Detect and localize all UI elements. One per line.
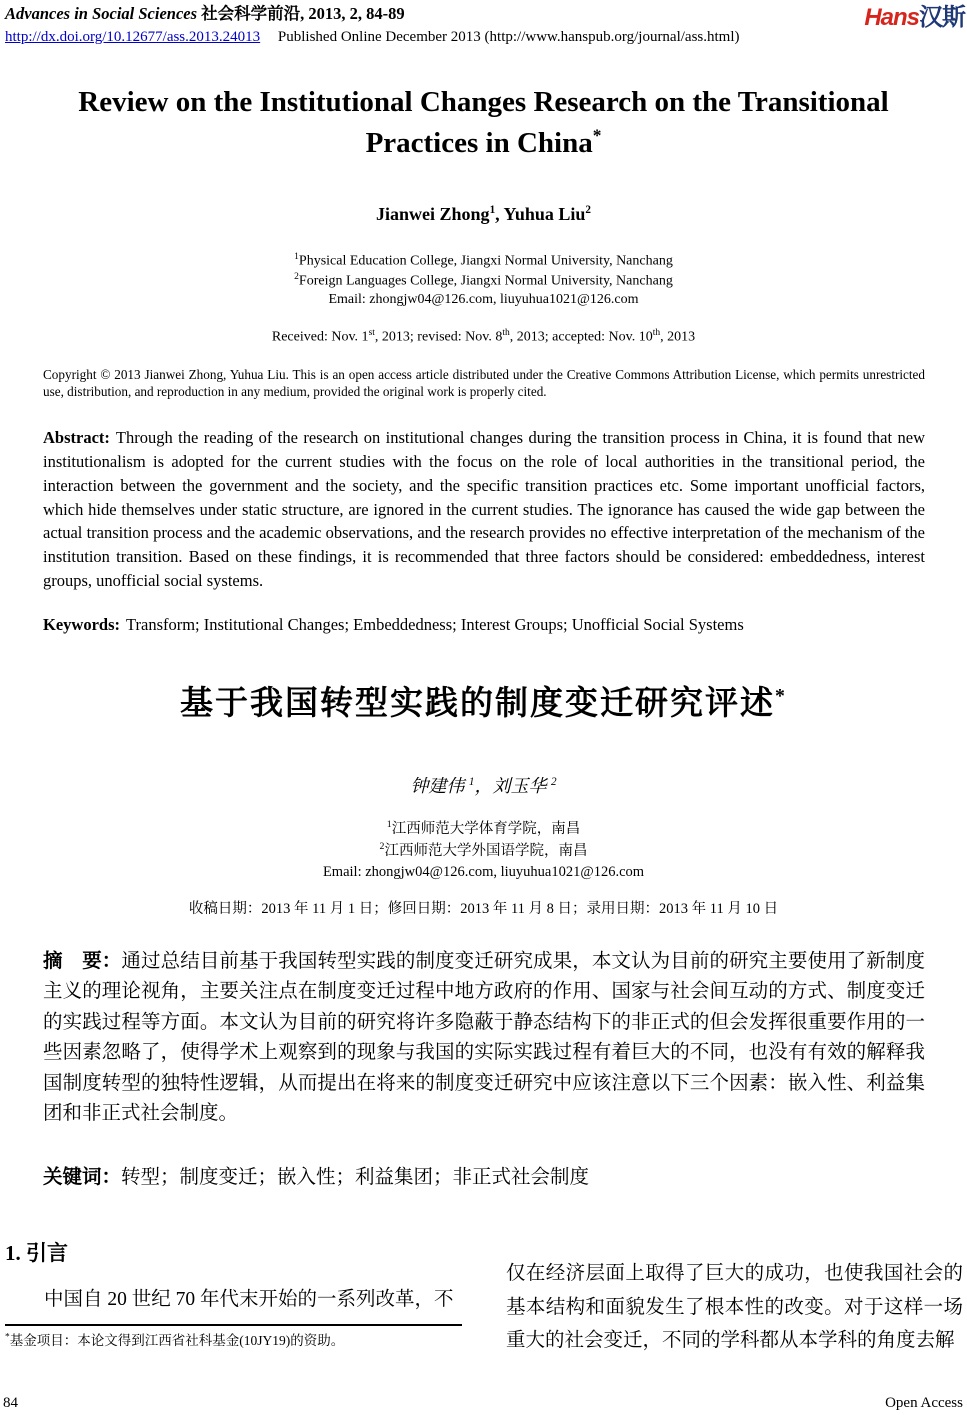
received-dates-en [0, 328, 967, 346]
affiliation-1-cn-text: 江西师范大学体育学院，南昌 [391, 821, 581, 838]
left-column [5, 1237, 462, 1356]
hans-logo-cn: 汉斯 [919, 4, 965, 31]
abstract-text-en: Through the reading of the research on institutional changes during the transition process in China, it is found that new institutionalism is adopted for the current studies with the focus on the role of local authorities in the transitional period, the interaction between the government and the society, and the specific transition practices etc. Some important unofficial factors, which hide themselves under static structure, are ignored in the current studies. The ignorance has caused the wide gap between the actual transition process and the academic observations, and the research provides no effective interpretation of the mechanism of the institution transition. Based on these findings, it is recommended that three factors should be considered: embeddedness, interest groups, unofficial social systems. [43, 427, 925, 591]
affiliation-1-mark: 1 [294, 251, 299, 262]
paper-title-en-text: Review on the Institutional Changes Research on the Transitional Practices in China [78, 86, 889, 159]
title-cn-footnote-mark: * [775, 685, 787, 708]
author-2-en: Yuhua Liu [503, 203, 586, 224]
section-1-heading [5, 1237, 462, 1267]
page-number: 84 [3, 1395, 18, 1411]
journal-title-cn: 社会科学前沿, 2013, 2, 84-89 [201, 4, 405, 23]
keywords-text-en: Transform; Institutional Changes; Embeddedness; Interest Groups; Unofficial Social Systems [126, 615, 744, 635]
affiliation-1-cn [0, 818, 967, 840]
keywords-label-cn: 关键词： [43, 1166, 122, 1189]
title-footnote-mark: * [592, 125, 602, 146]
footnote-text [5, 1329, 462, 1349]
footnote-divider [5, 1324, 462, 1326]
affiliation-2-en [0, 271, 967, 291]
author-2-affil-mark: 2 [585, 203, 591, 216]
abstract-cn [43, 946, 925, 1129]
keywords-label-en: Keywords: [43, 615, 120, 635]
author-2-cn-mark: 2 [551, 776, 557, 789]
hans-logo-latin: Hans [864, 4, 919, 31]
ordinal-sup: st [368, 328, 375, 339]
journal-title-en: Advances in Social Sciences [5, 4, 198, 23]
authors-cn-separator: ， [474, 776, 493, 797]
doi-link[interactable]: http://dx.doi.org/10.12677/ass.2013.24013 [5, 28, 261, 45]
abstract-label-en: Abstract: [43, 427, 110, 447]
affiliation-2-mark: 2 [294, 271, 299, 282]
affiliation-2-cn [0, 840, 967, 862]
journal-header [0, 0, 967, 46]
keywords-en [43, 615, 925, 635]
paper-title-cn [0, 677, 967, 724]
page-footer [0, 1395, 967, 1412]
authors-en [0, 204, 967, 225]
doi-line [5, 28, 740, 47]
author-1-cn-mark: 1 [468, 776, 475, 789]
author-2-cn: 刘玉华 [492, 776, 547, 797]
keywords-cn [43, 1161, 925, 1189]
right-column [506, 1257, 963, 1356]
received-dates-cn: 收稿日期：2013 年 11 月 1 日；修回日期：2013 年 11 月 8 日；录用日期：2013 年 11 月 10 日 [188, 900, 779, 917]
funding-footnote [5, 1324, 462, 1349]
section-1-title: 引言 [26, 1242, 68, 1266]
received-part: , 2013 [660, 329, 696, 345]
affiliation-2-cn-text: 江西师范大学外国语学院，南昌 [384, 842, 588, 859]
received-part: Received: Nov. 1 [271, 329, 369, 345]
published-info: Published Online December 2013 (http://www.hanspub.org/journal/ass.html) [277, 28, 740, 45]
author-1-cn: 钟建伟 [410, 776, 465, 797]
paper-title-cn-text: 基于我国转型实践的制度变迁研究评述 [180, 686, 776, 723]
section-1-number: 1. [5, 1241, 26, 1266]
section-1-paragraph-left: 中国自 20 世纪 70 年代末开始的一系列改革，不 [44, 1289, 454, 1311]
affiliations-en [0, 251, 967, 310]
email-line-cn: Email: zhongjw04@126.com, liuyuhua1021@126.com [322, 863, 645, 880]
author-1-affil-mark: 1 [489, 203, 496, 216]
hans-logo [864, 4, 965, 30]
abstract-en [43, 426, 925, 593]
copyright-notice: Copyright © 2013 Jianwei Zhong, Yuhua Liu. This is an open access article distributed under the Creative Commons Attribution License, which permits unrestricted use, distribution, and reproduction in any medium, provided the original work is properly cited. [43, 366, 925, 400]
paper-title-en [60, 82, 907, 163]
section-1-paragraph-right: 仅在经济层面上取得了巨大的成功，也使我国社会的基本结构和面貌发生了根本性的改变。对于这样一场重大的社会变迁，不同的学科都从本学科的角度去解 [506, 1263, 963, 1351]
journal-title-line [5, 4, 740, 25]
affiliation-2-text: Foreign Languages College, Jiangxi Normal University, Nanchang [298, 273, 673, 289]
abstract-label-cn: 摘 要： [43, 949, 122, 972]
ordinal-sup: th [502, 328, 510, 339]
authors-cn [0, 772, 967, 798]
received-part: , 2013; revised: Nov. 8 [374, 329, 503, 345]
email-line-en: Email: zhongjw04@126.com, liuyuhua1021@126.com [328, 291, 639, 307]
affiliation-2-cn-mark: 2 [379, 841, 385, 853]
author-1-en: Jianwei Zhong [376, 203, 490, 224]
keywords-text-cn: 转型；制度变迁；嵌入性；利益集团；非正式社会制度 [121, 1167, 590, 1189]
footnote-mark: * [5, 1332, 10, 1343]
journal-header-info [5, 4, 740, 46]
affiliations-cn [0, 818, 967, 883]
authors-separator: , [495, 203, 504, 224]
body-columns [5, 1237, 963, 1356]
ordinal-sup: th [652, 328, 661, 339]
footnote-body: 基金项目：本论文得到江西省社科基金(10JY19)的资助。 [9, 1332, 345, 1348]
abstract-text-cn: 通过总结目前基于我国转型实践的制度变迁研究成果，本文认为目前的研究主要使用了新制度主义的理论视角，主要关注点在制度变迁过程中地方政府的作用、国家与社会间互动的方式、制度变迁的实践过程等方面。本文认为目前的研究将许多隐蔽于静态结构下的非正式的但会发挥很重要作用的一些因素忽略了，使得学术上观察到的现象与我国的实际实践过程有着巨大的不同，也没有有效的解释我国制度转型的独特性逻辑，从而提出在将来的制度变迁研究中应该注意以下三个因素：嵌入性、利益集团和非正式社会制度。 [43, 950, 925, 1124]
affiliation-1-en [0, 251, 967, 271]
received-part: , 2013; accepted: Nov. 10 [509, 329, 653, 345]
open-access-label: Open Access [885, 1395, 963, 1411]
affiliation-1-text: Physical Education College, Jiangxi Normal University, Nanchang [298, 253, 673, 269]
affiliation-1-cn-mark: 1 [386, 819, 392, 831]
